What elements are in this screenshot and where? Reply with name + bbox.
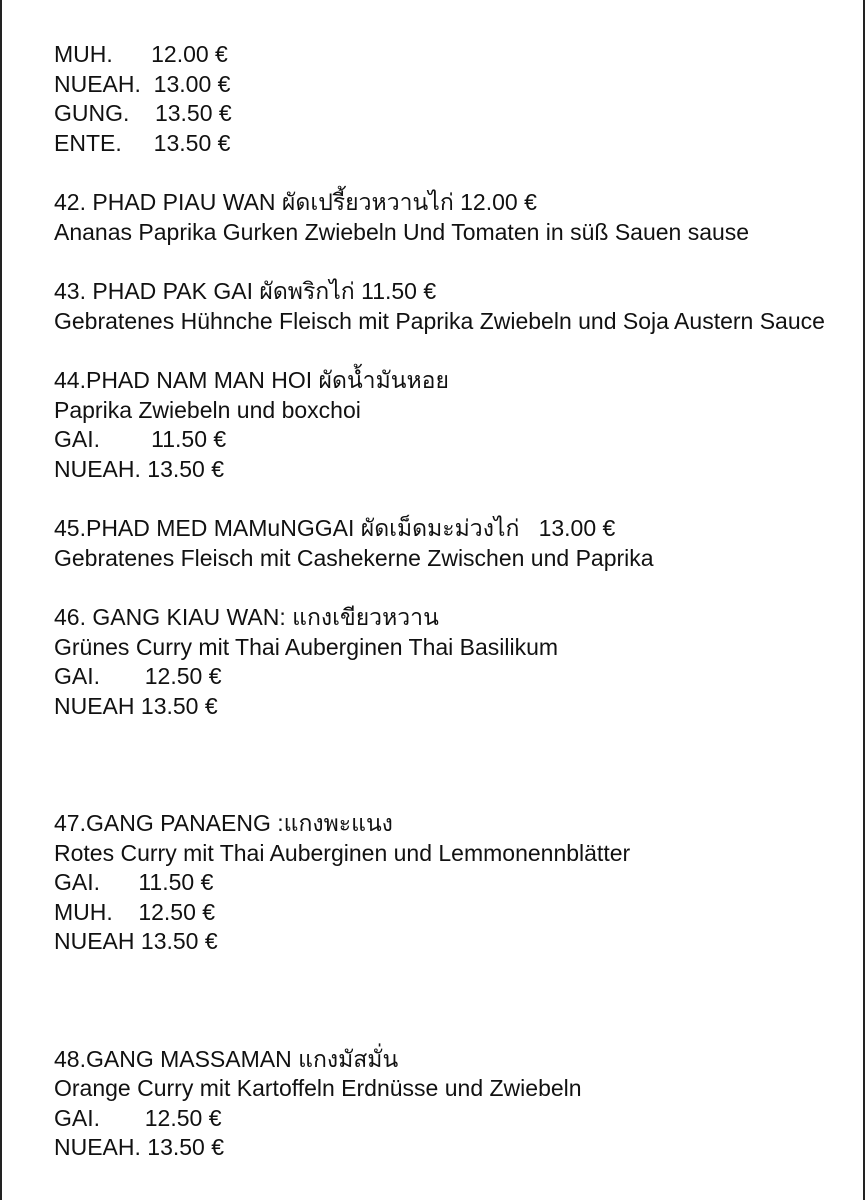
menu-item-title: 45.PHAD MED MAMuNGGAI ผัดเม็ดมะม่วงไก่ 13.00 € bbox=[54, 515, 616, 541]
menu-item-43 bbox=[54, 277, 844, 336]
price-line: NUEAH. 13.50 € bbox=[54, 1134, 225, 1160]
price-line: GAI. 11.50 € bbox=[54, 426, 227, 452]
menu-item-42 bbox=[54, 188, 844, 247]
menu-item-description: Paprika Zwiebeln und boxchoi bbox=[54, 396, 361, 423]
menu-item-title: 44.PHAD NAM MAN HOI ผัดน้ำมันหอย bbox=[54, 367, 449, 393]
menu-item-title: 46. GANG KIAU WAN: แกงเขียวหวาน bbox=[54, 604, 439, 630]
price-line: NUEAH. 13.00 € bbox=[54, 70, 231, 97]
menu-item-description: Grünes Curry mit Thai Auberginen Thai Basilikum bbox=[54, 633, 559, 660]
menu-item-44 bbox=[54, 366, 844, 484]
menu-item-47 bbox=[54, 809, 844, 957]
price-line: ENTE. 13.50 € bbox=[54, 129, 231, 156]
menu-item-48 bbox=[54, 1045, 844, 1163]
price-line: GUNG. 13.50 € bbox=[54, 100, 232, 126]
menu-item-description: Ananas Paprika Gurken Zwiebeln Und Tomaten in süß Sauen sause bbox=[54, 218, 750, 245]
menu-item-description: Gebratenes Fleisch mit Cashekerne Zwischen und Paprika bbox=[54, 544, 654, 571]
price-line: MUH. 12.50 € bbox=[54, 898, 216, 925]
menu-item-description: Gebratenes Hühnche Fleisch mit Paprika Zwiebeln und Soja Austern Sauce bbox=[54, 307, 825, 334]
menu-item-46 bbox=[54, 603, 844, 721]
menu-item-description: Rotes Curry mit Thai Auberginen und Lemmonennblätter bbox=[54, 839, 631, 866]
menu-item-title: 43. PHAD PAK GAI ผัดพริกไก่ 11.50 € bbox=[54, 278, 437, 304]
price-line: MUH. 12.00 € bbox=[54, 41, 228, 67]
menu-item-description: Orange Curry mit Kartoffeln Erdnüsse und Zwiebeln bbox=[54, 1075, 582, 1101]
top-price-list bbox=[54, 40, 844, 158]
menu-item-title: 42. PHAD PIAU WAN ผัดเปรี้ยวหวานไก่ 12.00 € bbox=[54, 189, 537, 215]
price-line: NUEAH 13.50 € bbox=[54, 692, 218, 719]
menu-item-title: 47.GANG PANAENG :แกงพะแนง bbox=[54, 810, 393, 836]
price-line: NUEAH. 13.50 € bbox=[54, 455, 225, 482]
menu-item-45 bbox=[54, 514, 844, 573]
price-line: GAI. 11.50 € bbox=[54, 869, 214, 895]
menu-item-title: 48.GANG MASSAMAN แกงมัสมั่น bbox=[54, 1045, 399, 1072]
price-line: GAI. 12.50 € bbox=[54, 1104, 222, 1131]
price-line: GAI. 12.50 € bbox=[54, 663, 222, 689]
price-line: NUEAH 13.50 € bbox=[54, 928, 218, 954]
menu-content bbox=[54, 40, 844, 1163]
